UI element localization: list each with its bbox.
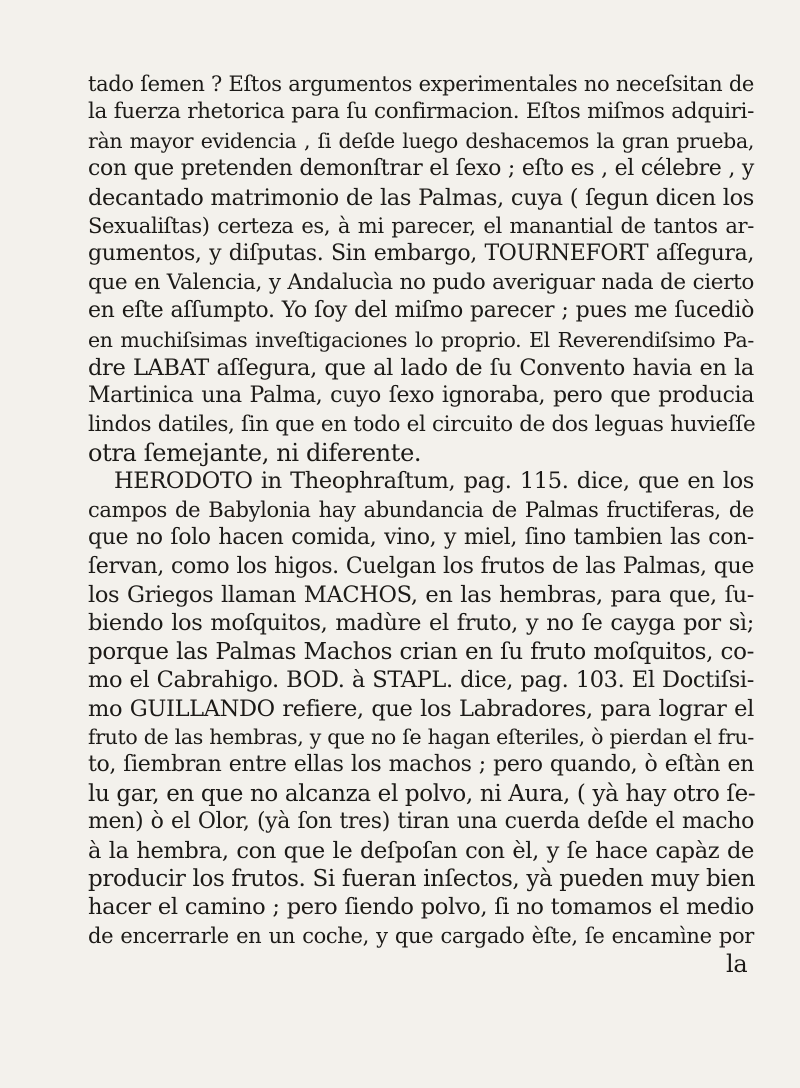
text-line: lu gar, en que no alcanza el polvo, ni Aura, ( yà hay otro ſe- (88, 780, 756, 807)
text-line: biendo los moſquitos, madùre el fruto, y no ſe cayga por sì; (88, 610, 754, 637)
text-line: porque las Palmas Machos crian en ſu fruto moſquitos, co- (88, 638, 754, 665)
text-line: producir los frutos. Si fueran inſectos, yà pueden muy bien (88, 865, 756, 892)
text-line: campos de Babylonia hay abundancia de Palmas fructiferas, de (88, 497, 754, 522)
text-line: otra ſemejante, ni diferente. (88, 439, 422, 468)
body-text (88, 70, 754, 979)
text-line: con que pretenden demonſtrar el ſexo ; eſto es , el célebre , y (88, 156, 754, 182)
text-line: que no ſolo hacen comida, vino, y miel, ſino tambien las con- (88, 525, 754, 551)
text-line: Sexualiſtas) certeza es, à mi parecer, el manantial de tantos ar- (88, 213, 754, 238)
text-line: gumentos, y diſputas. Sin embargo, TOURNEFORT aſſegura, (88, 241, 754, 267)
text-line: decantado matrimonio de las Palmas, cuya ( ſegun dicen los (88, 184, 754, 211)
text-line: en eſte aſſumpto. Yo ſoy del miſmo parecer ; pues me ſucediò (88, 298, 754, 324)
text-line: ſervan, como los higos. Cuelgan los frutos de las Palmas, que (88, 553, 754, 579)
text-line: men) ò el Olor, (yà ſon tres) tiran una cuerda deſde el macho (88, 809, 754, 835)
text-line: de encerrarle en un coche, y que cargado èſte, ſe encamìne por (88, 923, 754, 948)
text-line: mo el Cabrahigo. BOD. à STAPL. dice, pag. 103. El Doctiſsi- (88, 667, 754, 694)
text-line: los Griegos llaman MACHOS, en las hembras, para que, ſu- (88, 582, 754, 609)
text-line: la fuerza rhetorica para ſu confirmacion. Eſtos miſmos adquiri- (88, 99, 754, 125)
text-line: tado ſemen ? Eſtos argumentos experimentales no neceſsitan de (88, 72, 754, 96)
text-line: lindos datiles, ſin que en todo el circuito de dos leguas huvieſſe (88, 411, 756, 437)
text-line: ràn mayor evidencia , ſi deſde luego deshacemos la gran prueba, (88, 128, 754, 153)
text-line: que en Valencia, y Andalucìa no pudo averiguar nada de cierto (88, 269, 754, 295)
text-line: à la hembra, con que le deſpoſan con èl, y ſe hace capàz de (88, 837, 754, 864)
text-line: mo GUILLANDO refiere, que los Labradores, para lograr el (88, 695, 754, 722)
text-line: dre LABAT aſſegura, que al lado de ſu Convento havia en la (88, 354, 754, 381)
text-line: to, ſiembran entre ellas los machos ; pero quando, ò eſtàn en (88, 752, 754, 778)
text-line: fruto de las hembras, y que no ſe hagan eſteriles, ò pierdan el fru- (88, 724, 754, 749)
text-line: en muchiſsimas inveſtigaciones lo proprio. El Reverendiſsimo Pa- (88, 327, 754, 352)
text-line: hacer el camino ; pero ſiendo polvo, ſi no tomamos el medio (88, 894, 754, 921)
text-line: HERODOTO in Theophraſtum, pag. 115. dice, que en los (114, 468, 754, 495)
catchword: la (726, 950, 748, 979)
text-line: Martinica una Palma, cuyo ſexo ignoraba, pero que producia (88, 383, 754, 409)
